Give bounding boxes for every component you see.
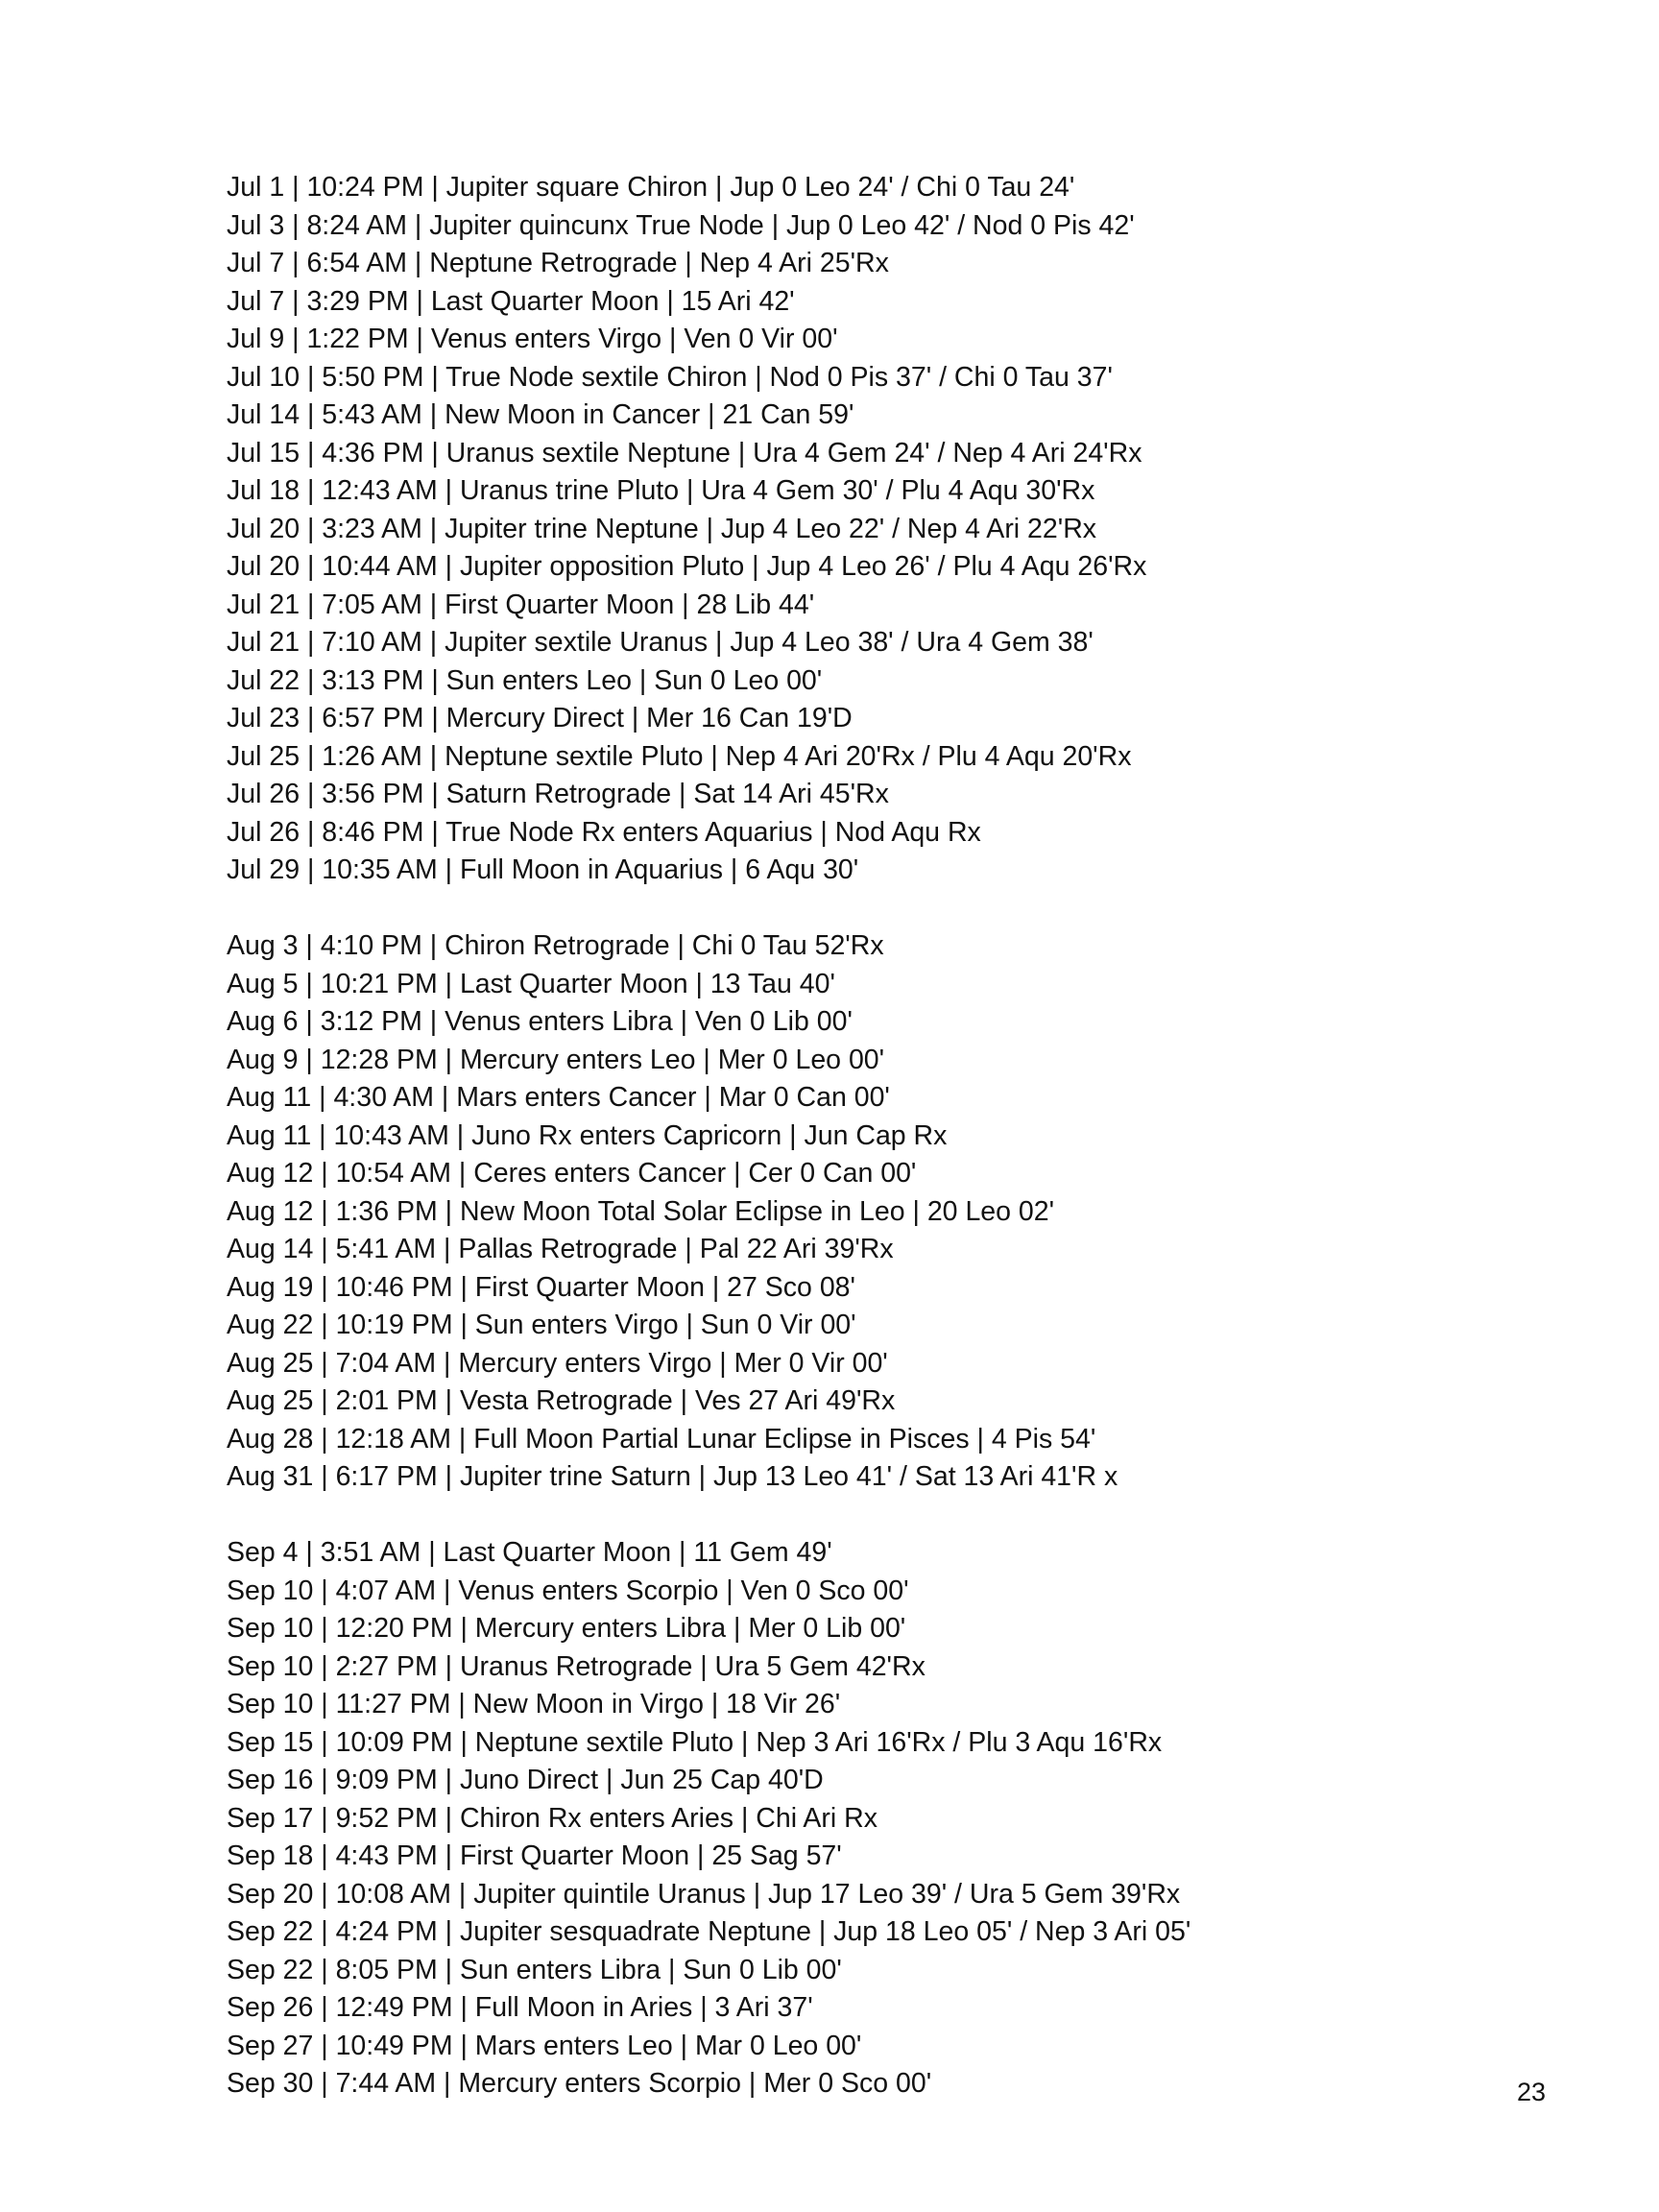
event-list [227, 169, 1475, 2104]
event-line: Aug 11 | 4:30 AM | Mars enters Cancer | Mar 0 Can 00' [227, 1082, 890, 1113]
event-line: Aug 5 | 10:21 PM | Last Quarter Moon | 13 Tau 40' [227, 968, 835, 999]
event-line: Sep 10 | 11:27 PM | New Moon in Virgo | 18 Vir 26' [227, 1689, 841, 1719]
event-line: Sep 27 | 10:49 PM | Mars enters Leo | Mar 0 Leo 00' [227, 2030, 862, 2061]
event-line: Jul 21 | 7:05 AM | First Quarter Moon | 28 Lib 44' [227, 589, 815, 620]
event-line: Aug 25 | 2:01 PM | Vesta Retrograde | Ves 27 Ari 49'Rx [227, 1385, 896, 1416]
event-line: Jul 7 | 3:29 PM | Last Quarter Moon | 15 Ari 42' [227, 285, 795, 317]
event-line: Jul 7 | 6:54 AM | Neptune Retrograde | Nep 4 Ari 25'Rx [227, 248, 889, 278]
event-line: Aug 12 | 10:54 AM | Ceres enters Cancer | Cer 0 Can 00' [227, 1158, 917, 1189]
page-number: 23 [1516, 2078, 1546, 2106]
event-line: Aug 6 | 3:12 PM | Venus enters Libra | Ven 0 Lib 00' [227, 1006, 853, 1037]
event-line: Jul 10 | 5:50 PM | True Node sextile Chiron | Nod 0 Pis 37' / Chi 0 Tau 37' [227, 361, 1113, 393]
event-line: Sep 22 | 8:05 PM | Sun enters Libra | Sun 0 Lib 00' [227, 1954, 842, 1985]
event-line: Sep 10 | 4:07 AM | Venus enters Scorpio | Ven 0 Sco 00' [227, 1575, 909, 1606]
event-line: Jul 9 | 1:22 PM | Venus enters Virgo | Ven 0 Vir 00' [227, 324, 838, 354]
event-line: Sep 17 | 9:52 PM | Chiron Rx enters Aries | Chi Ari Rx [227, 1802, 878, 1834]
event-line: Jul 22 | 3:13 PM | Sun enters Leo | Sun 0 Leo 00' [227, 664, 823, 696]
event-line: Sep 15 | 10:09 PM | Neptune sextile Pluto | Nep 3 Ari 16'Rx / Plu 3 Aqu 16'Rx [227, 1726, 1163, 1758]
event-line: Sep 22 | 4:24 PM | Jupiter sesquadrate Neptune | Jup 18 Leo 05' / Nep 3 Ari 05' [227, 1916, 1191, 1947]
month-section-jul [227, 169, 1475, 890]
event-line: Jul 26 | 3:56 PM | Saturn Retrograde | Sat 14 Ari 45'Rx [227, 779, 889, 809]
event-line: Sep 18 | 4:43 PM | First Quarter Moon | 25 Sag 57' [227, 1840, 842, 1871]
event-line: Jul 20 | 3:23 AM | Jupiter trine Neptune | Jup 4 Leo 22' / Nep 4 Ari 22'Rx [227, 513, 1097, 544]
month-section-sep [227, 1534, 1475, 2104]
event-line: Jul 29 | 10:35 AM | Full Moon in Aquarius | 6 Aqu 30' [227, 854, 859, 885]
event-line: Sep 26 | 12:49 PM | Full Moon in Aries | 3 Ari 37' [227, 1992, 813, 2023]
event-line: Jul 15 | 4:36 PM | Uranus sextile Neptune | Ura 4 Gem 24' / Nep 4 Ari 24'Rx [227, 437, 1142, 469]
event-line: Aug 11 | 10:43 AM | Juno Rx enters Capricorn | Jun Cap Rx [227, 1119, 948, 1151]
event-line: Aug 19 | 10:46 PM | First Quarter Moon | 27 Sco 08' [227, 1271, 855, 1303]
event-line: Jul 18 | 12:43 AM | Uranus trine Pluto | Ura 4 Gem 30' / Plu 4 Aqu 30'Rx [227, 475, 1095, 506]
event-line: Aug 22 | 10:19 PM | Sun enters Virgo | Sun 0 Vir 00' [227, 1310, 856, 1340]
event-line: Sep 20 | 10:08 AM | Jupiter quintile Uranus | Jup 17 Leo 39' / Ura 5 Gem 39'Rx [227, 1878, 1181, 1910]
event-line: Jul 26 | 8:46 PM | True Node Rx enters Aquarius | Nod Aqu Rx [227, 816, 981, 848]
event-line: Aug 9 | 12:28 PM | Mercury enters Leo | Mer 0 Leo 00' [227, 1044, 885, 1075]
event-line: Jul 23 | 6:57 PM | Mercury Direct | Mer 16 Can 19'D [227, 703, 853, 733]
event-line: Aug 14 | 5:41 AM | Pallas Retrograde | Pal 22 Ari 39'Rx [227, 1234, 894, 1264]
event-line: Jul 21 | 7:10 AM | Jupiter sextile Uranus | Jup 4 Leo 38' / Ura 4 Gem 38' [227, 627, 1094, 658]
event-line: Sep 4 | 3:51 AM | Last Quarter Moon | 11 Gem 49' [227, 1537, 832, 1568]
event-line: Sep 30 | 7:44 AM | Mercury enters Scorpio | Mer 0 Sco 00' [227, 2068, 932, 2099]
event-line: Jul 20 | 10:44 AM | Jupiter opposition Pluto | Jup 4 Leo 26' / Plu 4 Aqu 26'Rx [227, 551, 1147, 582]
event-line: Jul 14 | 5:43 AM | New Moon in Cancer | 21 Can 59' [227, 399, 854, 430]
event-line: Jul 1 | 10:24 PM | Jupiter square Chiron | Jup 0 Leo 24' / Chi 0 Tau 24' [227, 172, 1075, 203]
month-section-aug [227, 927, 1475, 1497]
event-line: Sep 10 | 2:27 PM | Uranus Retrograde | Ura 5 Gem 42'Rx [227, 1650, 926, 1682]
event-line: Aug 12 | 1:36 PM | New Moon Total Solar Eclipse in Leo | 20 Leo 02' [227, 1195, 1055, 1227]
event-line: Sep 10 | 12:20 PM | Mercury enters Libra | Mer 0 Lib 00' [227, 1613, 906, 1644]
event-line: Aug 28 | 12:18 AM | Full Moon Partial Lunar Eclipse in Pisces | 4 Pis 54' [227, 1423, 1096, 1455]
event-line: Aug 3 | 4:10 PM | Chiron Retrograde | Chi 0 Tau 52'Rx [227, 930, 884, 961]
event-line: Jul 3 | 8:24 AM | Jupiter quincunx True Node | Jup 0 Leo 42' / Nod 0 Pis 42' [227, 209, 1135, 241]
event-line: Aug 25 | 7:04 AM | Mercury enters Virgo | Mer 0 Vir 00' [227, 1347, 888, 1379]
event-line: Sep 16 | 9:09 PM | Juno Direct | Jun 25 Cap 40'D [227, 1765, 824, 1795]
event-line: Aug 31 | 6:17 PM | Jupiter trine Saturn | Jup 13 Leo 41' / Sat 13 Ari 41'R x [227, 1461, 1118, 1492]
event-line: Jul 25 | 1:26 AM | Neptune sextile Pluto | Nep 4 Ari 20'Rx / Plu 4 Aqu 20'Rx [227, 740, 1132, 772]
